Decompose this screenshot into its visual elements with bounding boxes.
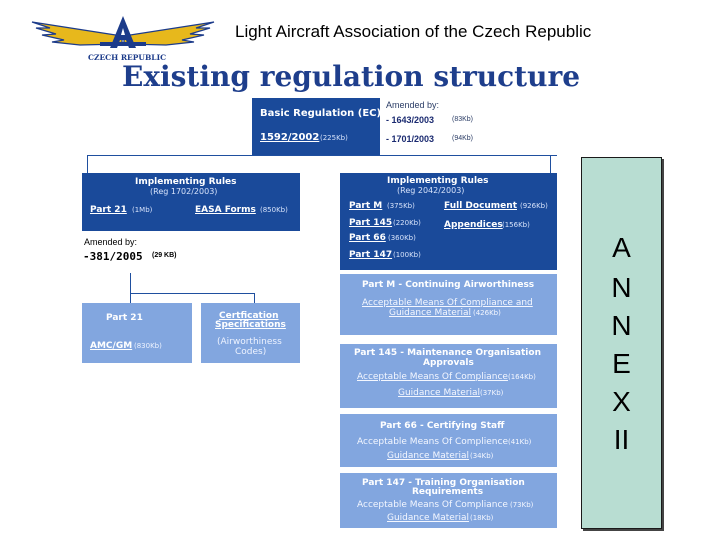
cert-specs-sub2: Codes) <box>235 347 267 357</box>
part-66-link[interactable]: Part 66 <box>349 233 386 243</box>
implementing-rules-reg: (Reg 1702/2003) <box>150 187 218 196</box>
cert-specs-link-line2[interactable]: Specifications <box>215 320 286 330</box>
annex-letter-x: X <box>612 386 631 417</box>
part-66-gm-link[interactable]: Guidance Material <box>387 451 470 461</box>
part-145-size: (220Kb) <box>393 219 421 227</box>
easa-forms-size: (850Kb) <box>260 206 288 214</box>
annex-letter-e: E <box>612 348 631 379</box>
part-66-amc-size: (41Kb) <box>508 438 532 446</box>
regulation-diagram <box>82 98 559 528</box>
part-m-gm-size: (426Kb) <box>473 309 501 317</box>
basic-amendments <box>382 98 474 155</box>
part-m-title: Part M - Continuing Airworthiness <box>362 280 535 290</box>
amendment-1701-link[interactable]: - 1701/2003 <box>386 134 435 144</box>
left-wing-icon <box>32 22 122 45</box>
appendices-link[interactable]: Appendices <box>444 220 503 230</box>
cert-specs-sub1: (Airworthiness <box>217 337 282 347</box>
amended-by-label: Amended by: <box>386 100 440 110</box>
full-document-link[interactable]: Full Document <box>444 201 517 211</box>
part-66-size: (360Kb) <box>388 234 416 242</box>
regulation-1592-size: (225Kb) <box>320 134 348 142</box>
part-147-size: (100Kb) <box>393 251 421 259</box>
basic-regulation-box <box>252 98 380 155</box>
part-145-box <box>340 344 557 408</box>
annex-ii-panel <box>581 157 662 529</box>
amendment-1643-link[interactable]: - 1643/2003 <box>386 115 435 125</box>
part-66-box <box>340 414 557 467</box>
annex-letter-n2: N <box>611 310 632 341</box>
part-147-gm-size: (18Kb) <box>470 514 494 522</box>
part-m-link[interactable]: Part M <box>349 201 383 211</box>
cert-specs-link-line1[interactable]: Certfication <box>219 311 279 321</box>
part-145-amc-size: (164Kb) <box>508 373 536 381</box>
amendment-381-link[interactable]: -381/2005 <box>83 250 143 263</box>
amendment-1643-size: (83Kb) <box>452 116 474 123</box>
left-amendments <box>82 235 282 271</box>
laa-logo <box>30 14 216 64</box>
page-title: Existing regulation structure <box>122 60 581 93</box>
part-21-link[interactable]: Part 21 <box>90 205 127 215</box>
part-147-amc-link[interactable]: Acceptable Means Of Compliance <box>357 500 508 510</box>
part-66-amc-link[interactable]: Acceptable Means Of Complience <box>357 437 508 447</box>
part-147-title-1: Part 147 - Training Organisation <box>362 478 525 488</box>
certification-specs-box <box>201 303 300 363</box>
annex-letter-ii: II <box>613 424 630 455</box>
part-147-box <box>340 473 557 528</box>
logo-text: CZECH REPUBLIC <box>88 53 167 62</box>
part-21-size: (1Mb) <box>132 206 153 214</box>
implementing-rules-title: Implementing Rules <box>135 177 237 187</box>
amc-gm-size: (830Kb) <box>134 342 162 350</box>
part-147-title-2: Requirements <box>412 487 484 497</box>
part-145-link[interactable]: Part 145 <box>349 218 393 228</box>
part-147-link[interactable]: Part 147 <box>349 250 393 260</box>
amc-gm-link[interactable]: AMC/GM <box>90 341 133 351</box>
basic-regulation-title: Basic Regulation (EC) <box>260 108 382 119</box>
regulation-1592-link[interactable]: 1592/2002 <box>260 132 320 143</box>
implementing-rules-1702-box <box>82 173 300 231</box>
organization-name: Light Aircraft Association of the Czech Republic <box>235 22 592 41</box>
easa-forms-link[interactable]: EASA Forms <box>195 205 256 215</box>
part-145-title-1: Part 145 - Maintenance Organisation <box>354 348 541 358</box>
right-wing-icon <box>124 22 214 45</box>
part-145-gm-link[interactable]: Guidance Material <box>398 388 481 398</box>
amendment-381-size: (29 KB) <box>152 252 177 259</box>
full-document-size: (926Kb) <box>520 202 548 210</box>
annex-letter-a: A <box>612 232 631 263</box>
part-66-gm-size: (34Kb) <box>470 452 494 460</box>
part-m-amc-link[interactable]: Acceptable Means Of Compliance and <box>362 298 533 308</box>
part-21-title: Part 21 <box>106 313 143 323</box>
implementing-rules-2042-title: Implementing Rules <box>387 176 489 186</box>
part-m-size: (375Kb) <box>387 202 415 210</box>
left-amended-label: Amended by: <box>84 237 138 247</box>
part-21-box <box>82 303 192 363</box>
appendices-size: (156Kb) <box>502 221 530 229</box>
part-147-amc-size: (73Kb) <box>510 501 534 509</box>
amendment-1701-size: (94Kb) <box>452 135 474 142</box>
part-145-title-2: Approvals <box>423 358 474 368</box>
annex-letter-n1: N <box>611 272 632 303</box>
implementing-rules-2042-reg: (Reg 2042/2003) <box>397 186 465 195</box>
part-147-gm-link[interactable]: Guidance Material <box>387 513 470 523</box>
part-m-box <box>340 274 557 335</box>
implementing-rules-2042-box <box>340 173 557 270</box>
part-m-gm-link[interactable]: Guidance Material <box>389 308 472 318</box>
part-145-gm-size: (37Kb) <box>480 389 504 397</box>
part-66-title: Part 66 - Certifying Staff <box>380 421 505 431</box>
part-145-amc-link[interactable]: Acceptable Means Of Compliance <box>357 372 508 382</box>
